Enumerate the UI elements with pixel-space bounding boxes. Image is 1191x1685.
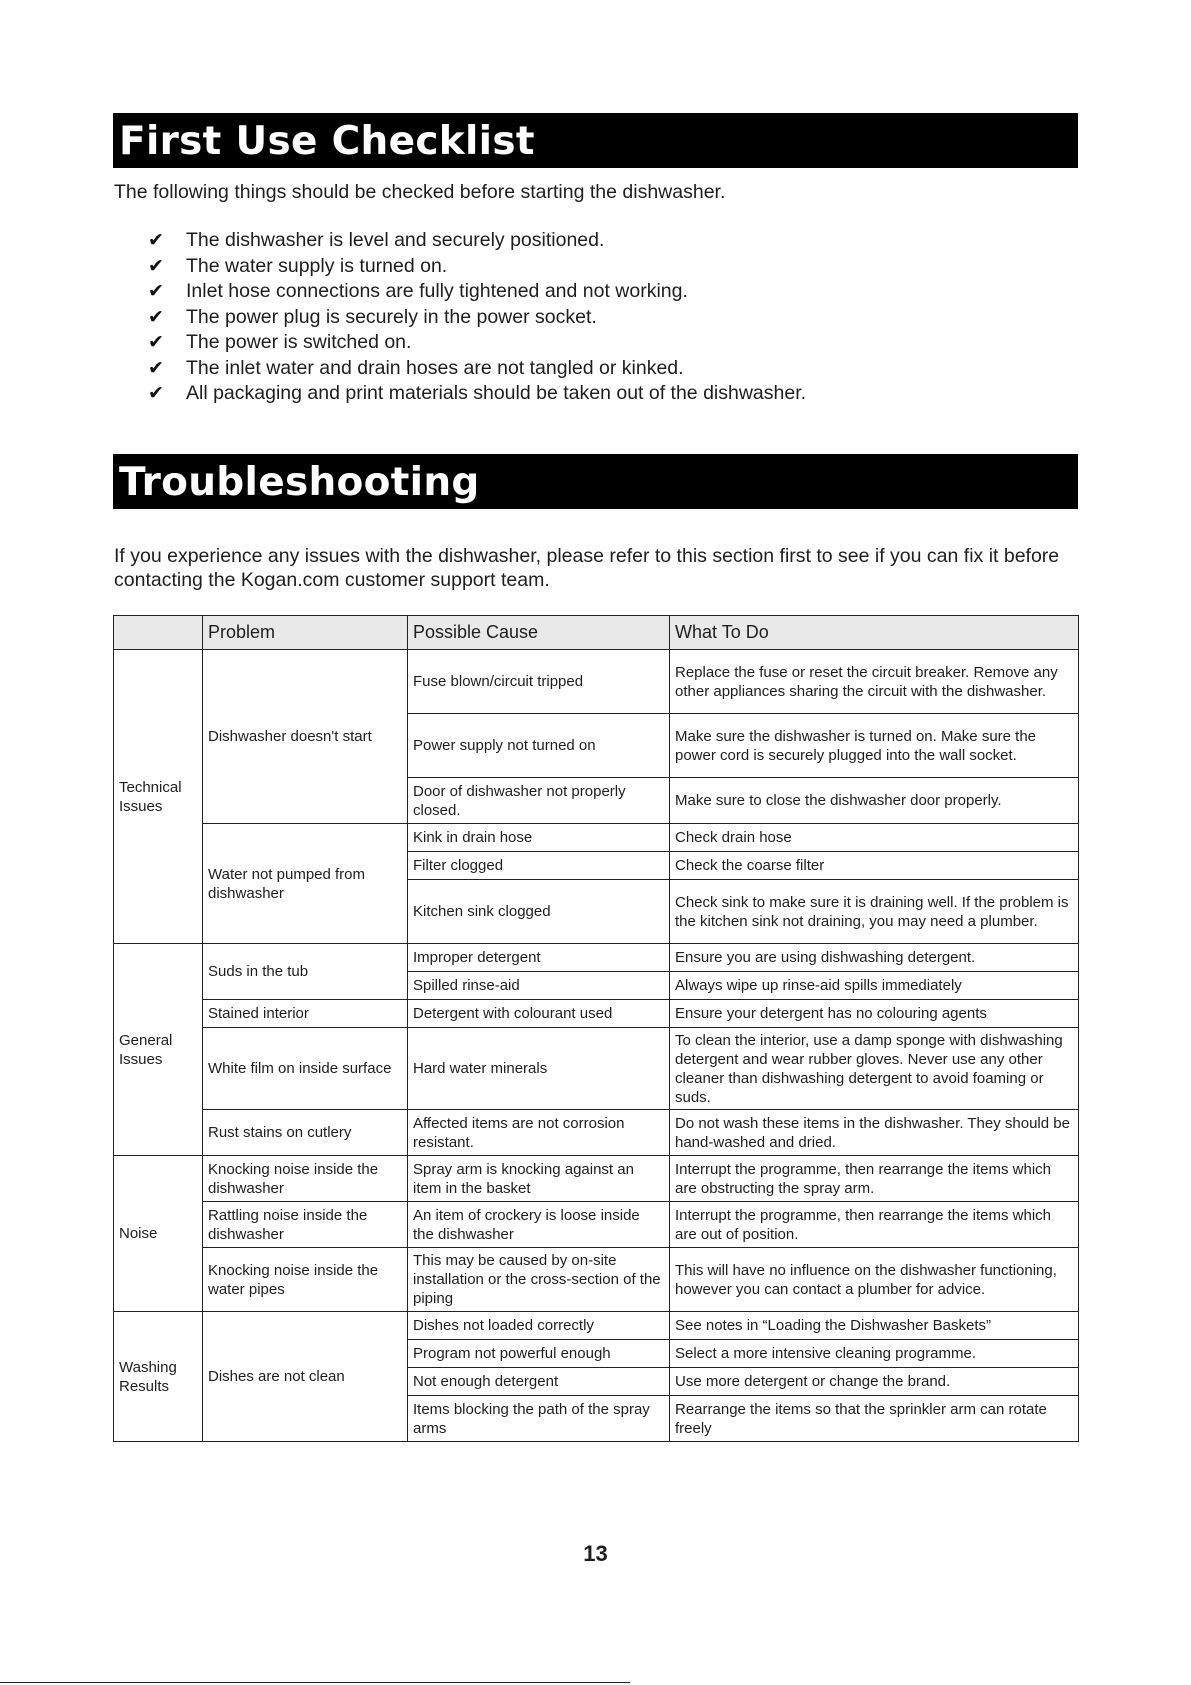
problem-cell: Rust stains on cutlery (203, 1110, 408, 1156)
table-row (114, 650, 1079, 714)
table-row (114, 1110, 1079, 1156)
possible-cause-cell: This may be caused by on-site installation or the cross-section of the piping (408, 1248, 670, 1312)
checklist-item-text: Inlet hose connections are fully tightened and not working. (186, 280, 688, 302)
check-mark-icon: ✔ (148, 357, 164, 379)
checklist-item-text: All packaging and print materials should be taken out of the dishwasher. (186, 382, 807, 404)
issue-group-cell: Washing Results (114, 1312, 203, 1442)
what-to-do-cell: Ensure you are using dishwashing detergent. (670, 944, 1079, 972)
what-to-do-cell: This will have no influence on the dishwasher functioning, however you can contact a plumber for advice. (670, 1248, 1079, 1312)
check-mark-icon: ✔ (148, 383, 164, 404)
checklist-item (148, 381, 806, 407)
what-to-do-cell: See notes in “Loading the Dishwasher Baskets” (670, 1312, 1079, 1340)
problem-cell: Dishwasher doesn't start (203, 650, 408, 824)
possible-cause-cell: Improper detergent (408, 944, 670, 972)
checklist-item (148, 356, 806, 382)
table-row (114, 1028, 1079, 1110)
check-mark-icon: ✔ (148, 306, 164, 328)
checklist-item-text: The power plug is securely in the power socket. (186, 305, 597, 328)
problem-cell: Water not pumped from dishwasher (203, 824, 408, 944)
what-to-do-cell: To clean the interior, use a damp sponge with dishwashing detergent and wear rubber gloves. Never use any other cleaner than dishwashing detergent to avoid foaming or suds. (670, 1028, 1079, 1110)
checklist-item-text: The power is switched on. (186, 331, 412, 353)
problem-cell: Stained interior (203, 1000, 408, 1028)
table-row (114, 1202, 1079, 1248)
checklist-item (148, 279, 806, 305)
possible-cause-cell: Kitchen sink clogged (408, 880, 670, 944)
what-to-do-cell: Rearrange the items so that the sprinkler arm can rotate freely (670, 1396, 1079, 1442)
table-row (114, 944, 1079, 972)
checklist-item-text: The water supply is turned on. (186, 254, 448, 277)
checklist-item (148, 254, 806, 280)
footer-rule (0, 1682, 630, 1683)
what-to-do-cell: Interrupt the programme, then rearrange the items which are obstructing the spray arm. (670, 1156, 1079, 1202)
possible-cause-cell: Program not powerful enough (408, 1340, 670, 1368)
what-to-do-cell: Select a more intensive cleaning programme. (670, 1340, 1079, 1368)
checklist-item (148, 330, 806, 356)
table-header-row (114, 616, 1079, 650)
what-to-do-cell: Make sure to close the dishwasher door properly. (670, 778, 1079, 824)
problem-cell: Rattling noise inside the dishwasher (203, 1202, 408, 1248)
table-row (114, 1248, 1079, 1312)
problem-cell: Knocking noise inside the water pipes (203, 1248, 408, 1312)
possible-cause-cell: Not enough detergent (408, 1368, 670, 1396)
possible-cause-cell: Dishes not loaded correctly (408, 1312, 670, 1340)
possible-cause-cell: Power supply not turned on (408, 714, 670, 778)
check-mark-icon: ✔ (148, 230, 164, 251)
troubleshooting-title: Troubleshooting (119, 460, 480, 505)
possible-cause-cell: Affected items are not corrosion resistant. (408, 1110, 670, 1156)
header-possible-cause: Possible Cause (408, 616, 670, 650)
what-to-do-cell: Replace the fuse or reset the circuit breaker. Remove any other appliances sharing the circuit with the dishwasher. (670, 650, 1079, 714)
possible-cause-cell: Items blocking the path of the spray arms (408, 1396, 670, 1442)
checklist-item (148, 305, 806, 331)
possible-cause-cell: Door of dishwasher not properly closed. (408, 778, 670, 824)
issue-group-cell: General Issues (114, 944, 203, 1156)
troubleshooting-table (113, 615, 1079, 1442)
table-row (114, 1312, 1079, 1340)
what-to-do-cell: Use more detergent or change the brand. (670, 1368, 1079, 1396)
possible-cause-cell: Kink in drain hose (408, 824, 670, 852)
possible-cause-cell: An item of crockery is loose inside the dishwasher (408, 1202, 670, 1248)
problem-cell: Knocking noise inside the dishwasher (203, 1156, 408, 1202)
table-row (114, 1156, 1079, 1202)
what-to-do-cell: Make sure the dishwasher is turned on. Make sure the power cord is securely plugged into the wall socket. (670, 714, 1079, 778)
possible-cause-cell: Spray arm is knocking against an item in the basket (408, 1156, 670, 1202)
header-problem: Problem (203, 616, 408, 650)
table-row (114, 1000, 1079, 1028)
issue-group-cell: Noise (114, 1156, 203, 1312)
possible-cause-cell: Spilled rinse-aid (408, 972, 670, 1000)
what-to-do-cell: Do not wash these items in the dishwasher. They should be hand-washed and dried. (670, 1110, 1079, 1156)
troubleshooting-heading (113, 454, 1078, 509)
check-mark-icon: ✔ (148, 281, 164, 302)
header-what-to-do: What To Do (670, 616, 1079, 650)
what-to-do-cell: Check drain hose (670, 824, 1079, 852)
what-to-do-cell: Ensure your detergent has no colouring agents (670, 1000, 1079, 1028)
check-mark-icon: ✔ (148, 255, 164, 277)
checklist (148, 228, 806, 407)
check-mark-icon: ✔ (148, 332, 164, 353)
checklist-item (148, 228, 806, 254)
troubleshooting-intro: If you experience any issues with the dishwasher, please refer to this section first to see if you can fix it before contacting the Kogan.com customer support team. (114, 545, 1060, 591)
checklist-intro: The following things should be checked before starting the dishwasher. (114, 181, 726, 203)
table-row (114, 824, 1079, 852)
checklist-item-text: The dishwasher is level and securely positioned. (186, 229, 605, 251)
problem-cell: Dishes are not clean (203, 1312, 408, 1442)
what-to-do-cell: Always wipe up rinse-aid spills immediately (670, 972, 1079, 1000)
first-use-checklist-heading (113, 113, 1078, 168)
issue-group-cell: Technical Issues (114, 650, 203, 944)
possible-cause-cell: Filter clogged (408, 852, 670, 880)
header-group (114, 616, 203, 650)
possible-cause-cell: Fuse blown/circuit tripped (408, 650, 670, 714)
possible-cause-cell: Detergent with colourant used (408, 1000, 670, 1028)
what-to-do-cell: Check the coarse filter (670, 852, 1079, 880)
possible-cause-cell: Hard water minerals (408, 1028, 670, 1110)
checklist-item-text: The inlet water and drain hoses are not tangled or kinked. (186, 356, 684, 379)
what-to-do-cell: Check sink to make sure it is draining well. If the problem is the kitchen sink not draining, you may need a plumber. (670, 880, 1079, 944)
problem-cell: Suds in the tub (203, 944, 408, 1000)
first-use-checklist-title: First Use Checklist (119, 119, 535, 164)
page-number: 13 (583, 1541, 608, 1566)
problem-cell: White film on inside surface (203, 1028, 408, 1110)
table-body (114, 650, 1079, 1442)
what-to-do-cell: Interrupt the programme, then rearrange the items which are out of position. (670, 1202, 1079, 1248)
